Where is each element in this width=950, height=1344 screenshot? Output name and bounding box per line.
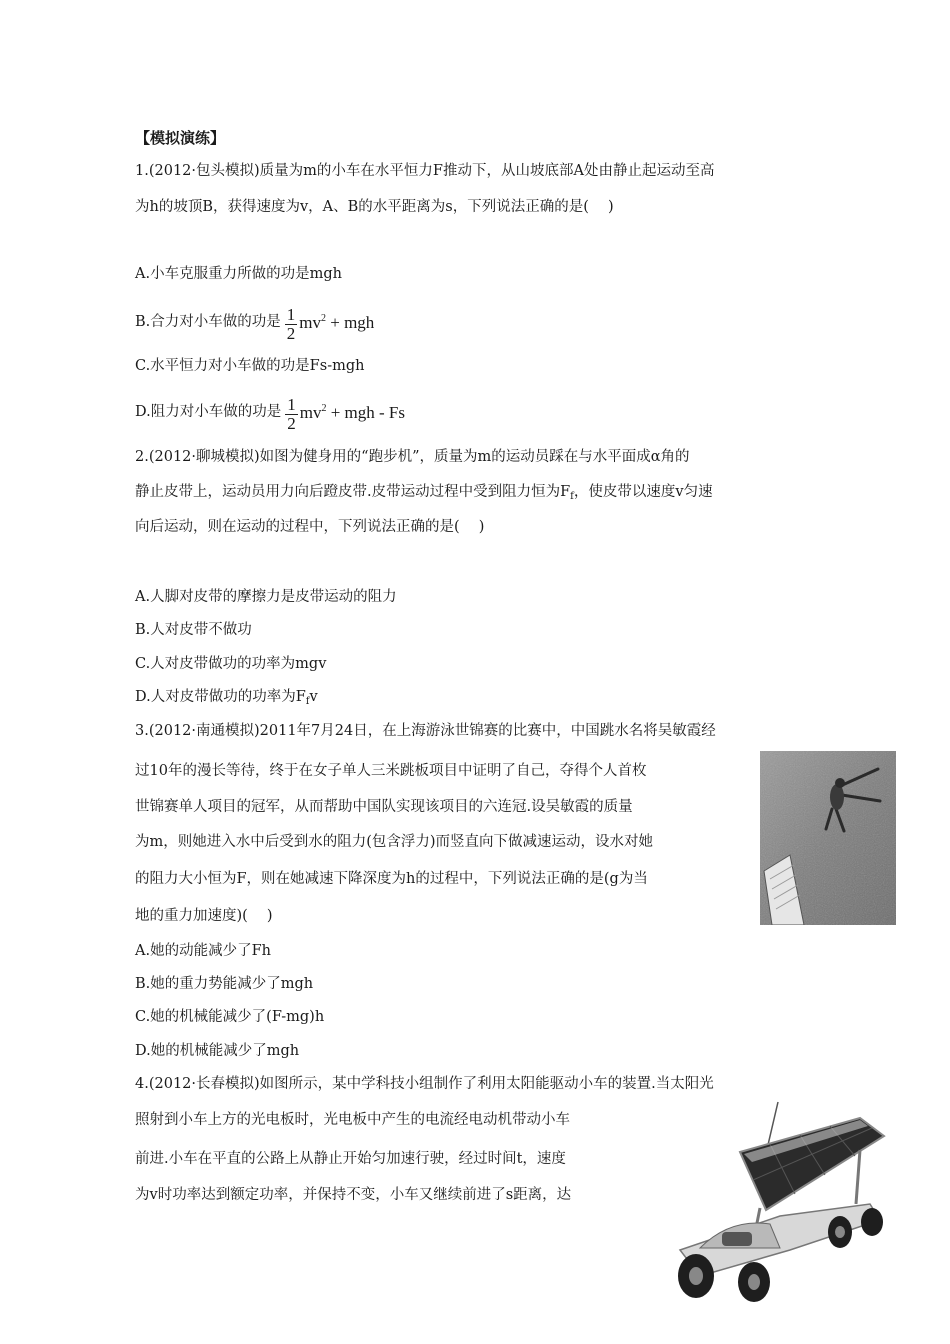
solar-car-photo [660,1100,890,1304]
section-title: 【模拟演练】 [135,129,226,147]
q2-option-d-text: D.人对皮带做功的功率为F [135,689,306,705]
q4-stem-line-1: 4.(2012·长春模拟)如图所示，某中学科技小组制作了利用太阳能驱动小车的装置.当太阳光 [135,1076,714,1092]
q2-stem-line-2 [135,482,713,507]
q1-option-d-formula [283,391,405,433]
q2-line2-text: 静止皮带上，运动员用力向后蹬皮带.皮带运动过程中受到阻力恒为F [135,484,571,500]
q2-line2-text-end: ，使皮带以速度v匀速 [573,484,713,500]
fraction-numerator: 1 [287,394,296,414]
fraction-half [285,396,298,433]
fraction-denominator: 2 [287,413,296,433]
formula-tail: + mgh - Fs [326,403,405,422]
q2-option-d [135,687,318,712]
square-exponent: 2 [321,313,326,324]
q1-option-d [135,391,405,433]
q3-stem-line-1: 3.(2012·南通模拟)2011年7月24日，在上海游泳世锦赛的比赛中，中国跳水名将吴敏霞经 [135,723,716,739]
mv-term: mv [299,403,322,422]
square-exponent: 2 [321,403,327,414]
q2-stem-line-1: 2.(2012·聊城模拟)如图为健身用的“跑步机”，质量为m的运动员踩在与水平面成α角的 [135,449,690,465]
q1-option-b-formula [283,301,375,343]
fraction-numerator: 1 [286,304,296,324]
q1-option-b [135,301,374,343]
q3-option-a: A.她的动能减少了Fh [135,943,271,959]
q3-option-c: C.她的机械能减少了(F-mg)h [135,1009,325,1025]
subscript-f: f [305,696,310,707]
solar-car-image [660,1100,890,1304]
q3-option-d: D.她的机械能减少了mgh [135,1043,300,1059]
q2-option-b: B.人对皮带不做功 [135,622,252,638]
q1-stem-line-2: 为h的坡顶B，获得速度为v，A、B的水平距离为s，下列说法正确的是( ) [135,199,614,215]
q3-stem-line-4: 为m，则她进入水中后受到水的阻力(包含浮力)而竖直向下做减速运动，设水对她 [135,834,654,850]
q4-stem-line-4: 为v时功率达到额定功率，并保持不变，小车又继续前进了s距离，达 [135,1187,572,1203]
q1-stem-line-1: 1.(2012·包头模拟)质量为m的小车在水平恒力F推动下，从山坡底部A处由静止起运动至高 [135,163,715,179]
q3-stem-line-3: 世锦赛单人项目的冠军，从而帮助中国队实现该项目的六连冠.设吴敏霞的质量 [135,799,633,815]
subscript-f: f [570,491,574,502]
q4-stem-line-3: 前进.小车在平直的公路上从静止开始匀加速行驶，经过时间t，速度 [135,1151,566,1167]
fraction-half [285,306,298,343]
formula-tail: + mgh [326,313,375,332]
q1-option-b-text: B.合力对小车做的功是 [135,313,281,330]
q3-stem-line-6: 地的重力加速度)( ) [135,908,273,924]
fraction-denominator: 2 [286,323,296,343]
q1-option-d-text: D.阻力对小车做的功是 [135,403,282,420]
mv-term: mv [299,313,321,332]
q2-stem-line-3: 向后运动，则在运动的过程中，下列说法正确的是( ) [135,519,485,535]
q4-stem-line-2: 照射到小车上方的光电板时，光电板中产生的电流经电动机带动小车 [135,1112,570,1128]
q3-stem-line-5: 的阻力大小恒为F，则在她减速下降深度为h的过程中，下列说法正确的是(g为当 [135,871,648,887]
q2-option-c: C.人对皮带做功的功率为mgv [135,656,327,672]
q1-option-c: C.水平恒力对小车做的功是Fs-mgh [135,358,365,374]
q2-option-a: A.人脚对皮带的摩擦力是皮带运动的阻力 [135,589,397,605]
q3-option-b: B.她的重力势能减少了mgh [135,976,314,992]
diver-photo-image [760,751,896,925]
diver-photo [760,751,896,925]
q2-option-d-text-end: v [309,689,318,705]
q1-option-a: A.小车克服重力所做的功是mgh [135,266,342,282]
q3-stem-line-2: 过10年的漫长等待，终于在女子单人三米跳板项目中证明了自己，夺得个人首枚 [135,763,647,779]
